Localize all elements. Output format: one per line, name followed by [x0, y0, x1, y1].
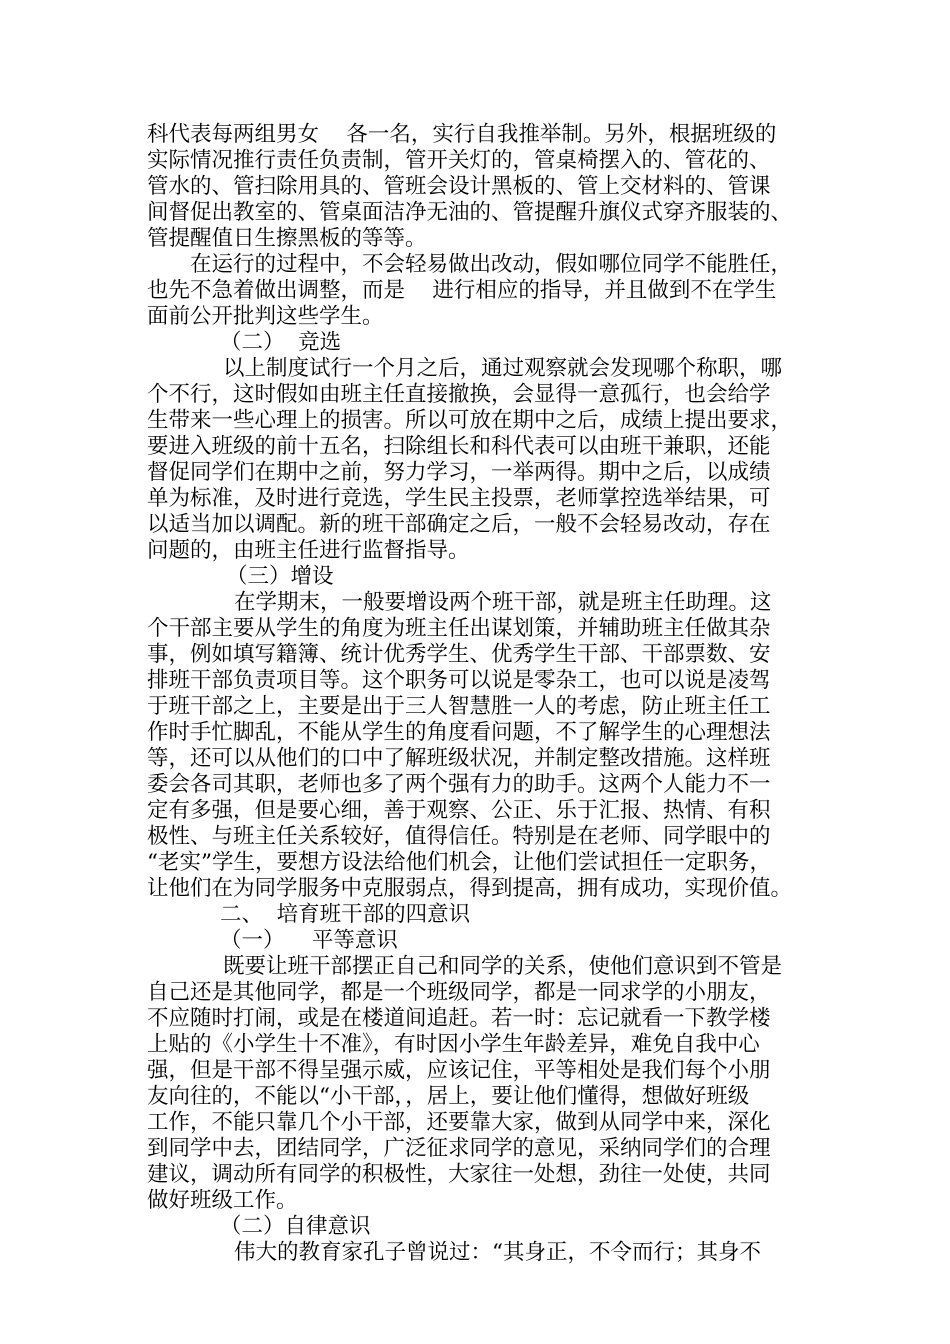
text-line: 于班干部之上，主要是出于三人智慧胜一人的考虑，防止班主任工 [147, 694, 771, 719]
text-line: 到同学中去，团结同学，广泛征求同学的意见，采纳同学们的合理 [147, 1136, 771, 1161]
text-line: 委会各司其职，老师也多了两个强有力的助手。这两个人能力不一 [147, 772, 771, 797]
text-line: 以适当加以调配。新的班干部确定之后，一般不会轻易改动，存在 [147, 512, 771, 537]
text-line: 建议，调动所有同学的积极性，大家往一处想，劲往一处使，共同 [147, 1162, 771, 1187]
text-line: 不应随时打闹，或是在楼道间追赶。若一时：忘记就看一下教学楼 [147, 1006, 771, 1031]
text-line: 也先不急着做出调整，而是 进行相应的指导，并且做到不在学生 [147, 278, 777, 303]
text-line: 事，例如填写籍簿、统计优秀学生、优秀学生干部、干部票数、安 [147, 642, 771, 667]
text-line: 让他们在为同学服务中克服弱点，得到提高，拥有成功，实现价值。 [147, 876, 793, 901]
text-line: 在学期末，一般要增设两个班干部，就是班主任助理。这 [234, 590, 772, 615]
text-line: 面前公开批判这些学生。 [147, 304, 384, 329]
text-line: “老实”学生，要想方设法给他们机会，让他们尝试担任一定职务， [147, 850, 771, 875]
text-line: 个不行，这时假如由班主任直接撤换，会显得一意孤行，也会给学 [147, 382, 771, 407]
text-line: 管水的、管扫除用具的、管班会设计黑板的、管上交材料的、管课 [147, 174, 771, 199]
text-line: 问题的，由班主任进行监督指导。 [147, 538, 470, 563]
text-line: 极性、与班主任关系较好，值得信任。特别是在老师、同学眼中的 [147, 824, 771, 849]
text-line: 伟大的教育家孔子曾说过：“其身正，不令而行；其身不 [234, 1240, 761, 1265]
text-line: 作时手忙脚乱，不能从学生的角度看问题，不了解学生的心理想法 [147, 720, 771, 745]
text-line: 科代表每两组男女 各一名，实行自我推举制。另外，根据班级的 [147, 122, 777, 147]
text-line: 排班干部负责项目等。这个职务可以说是零杂工，也可以说是凌驾 [147, 668, 771, 693]
section-heading: （一） 平等意识 [220, 928, 398, 953]
text-line: 在运行的过程中，不会轻易做出改动，假如哪位同学不能胜任， [190, 252, 793, 277]
text-line: 定有多强，但是要心细，善于观察、公正、乐于汇报、热情、有积 [147, 798, 771, 823]
text-line: 强，但是干部不得呈强示威，应该记住，平等相处是我们每个小朋 [147, 1058, 771, 1083]
section-heading: （二） 竞选 [220, 330, 342, 355]
text-line: 生带来一些心理上的损害。所以可放在期中之后，成绩上提出要求， [147, 408, 793, 433]
text-line: 实际情况推行责任负责制，管开关灯的，管桌椅摆入的、管花的、 [147, 148, 771, 173]
text-line: 单为标准，及时进行竞选，学生民主投票，老师掌控选举结果，可 [147, 486, 771, 511]
text-line: 要进入班级的前十五名，扫除组长和科代表可以由班干兼职，还能 [147, 434, 771, 459]
section-heading: （三）增设 [226, 564, 334, 589]
text-line: 做好班级工作。 [147, 1188, 298, 1213]
section-heading: （二）自律意识 [220, 1214, 371, 1239]
text-line: 友向往的，不能以“小干部，，居上，要让他们懂得，想做好班级 [147, 1084, 750, 1109]
text-line: 自己还是其他同学，都是一个班级同学，都是一同求学的小朋友， [147, 980, 771, 1005]
text-line: 既要让班干部摆正自己和同学的关系，使他们意识到不管是 [223, 954, 783, 979]
text-line: 上贴的《小学生十不准》，有时因小学生年龄差异，难免自我中心 [147, 1032, 760, 1057]
text-line: 督促同学们在期中之前，努力学习，一举两得。期中之后，以成绩 [147, 460, 771, 485]
text-line: 管提醒值日生擦黑板的等等。 [147, 226, 427, 251]
text-line: 间督促出教室的、管桌面洁净无油的、管提醒升旗仪式穿齐服装的、 [147, 200, 793, 225]
text-line: 个干部主要从学生的角度为班主任出谋划策，并辅助班主任做其杂 [147, 616, 771, 641]
text-line: 以上制度试行一个月之后，通过观察就会发现哪个称职，哪 [223, 356, 783, 381]
text-line: 等，还可以从他们的口中了解班级状况，并制定整改措施。这样班 [147, 746, 771, 771]
section-heading: 二、 培育班干部的四意识 [220, 902, 471, 927]
text-line: 工作，不能只靠几个小干部，还要靠大家，做到从同学中来，深化 [147, 1110, 771, 1135]
